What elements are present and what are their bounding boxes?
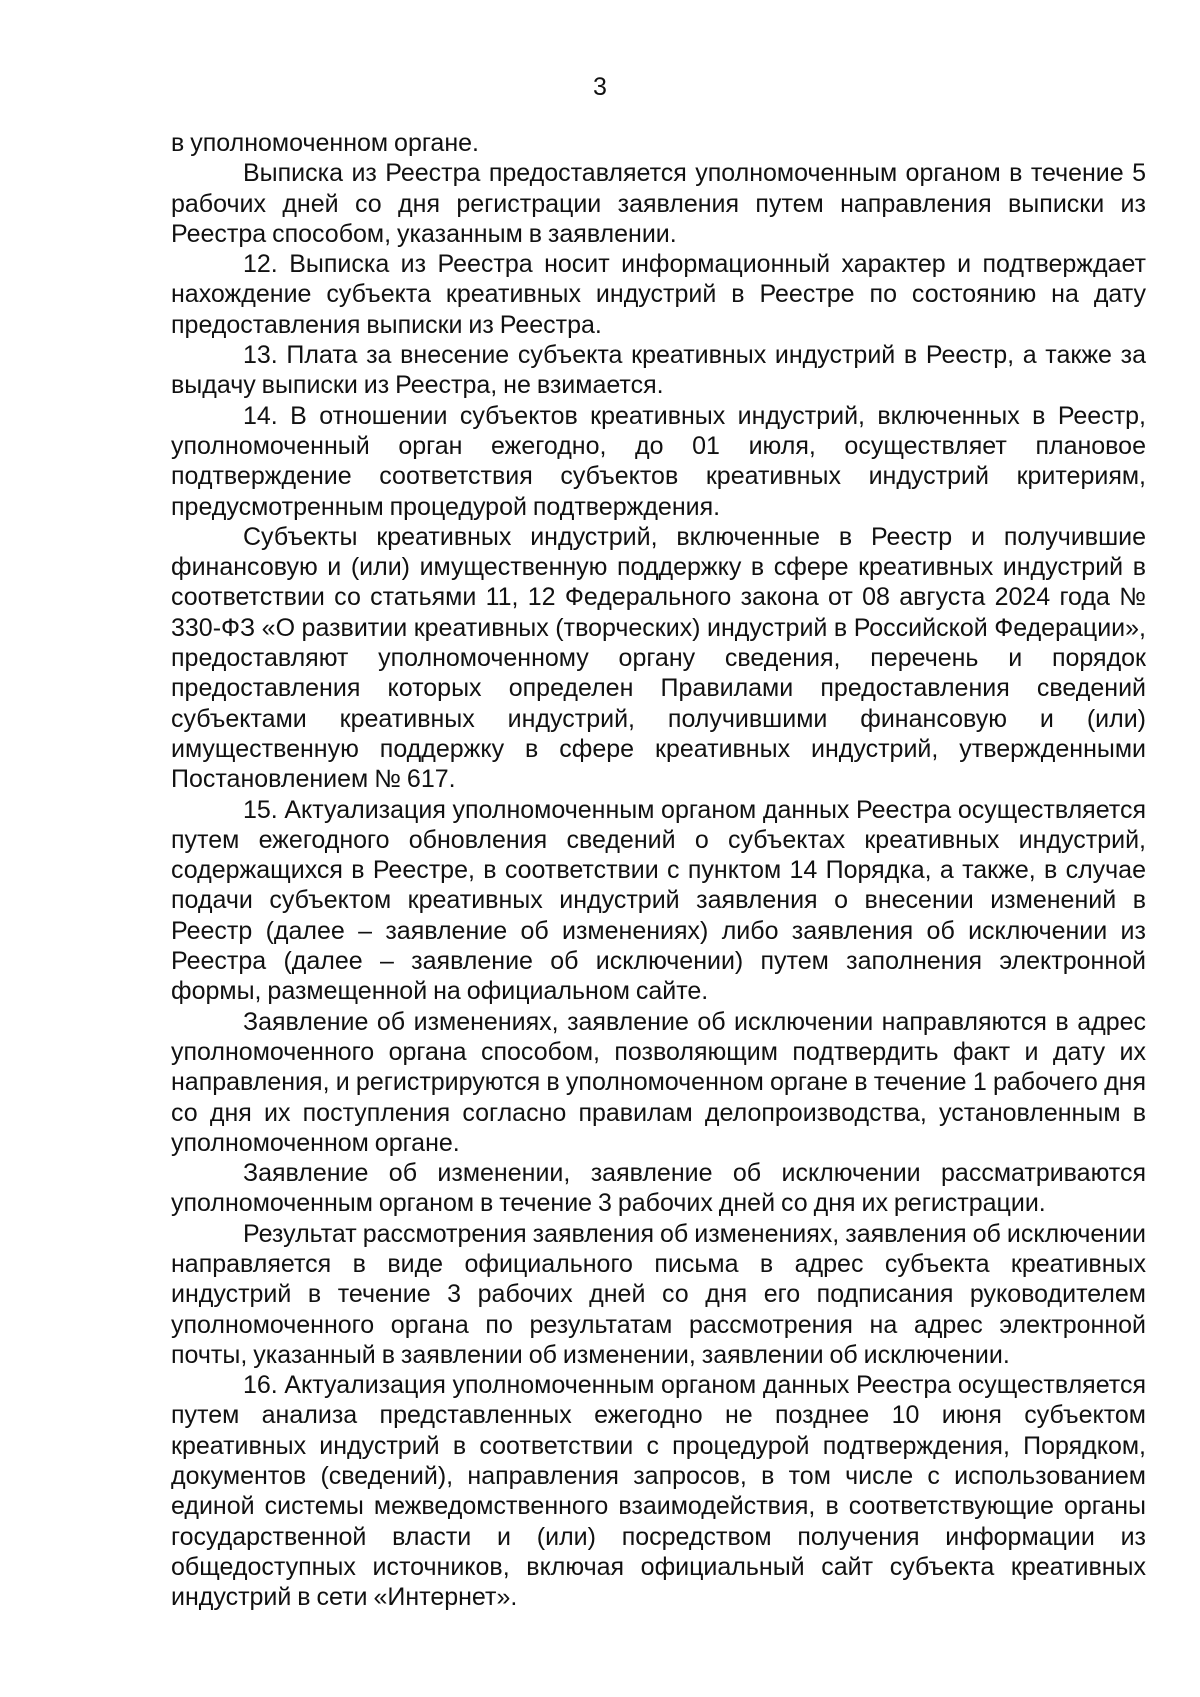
paragraph-support-recipients: Субъекты креативных индустрий, включенные в Реестр и получившие финансовую и (или) имущественную поддержку в сфере креативных индустрий в соответствии со статьями 11, 12 Федерального закона от 08 августа 2024 года № 330-ФЗ «О развитии креативных (творческих) индустрий в Российской Федерации», предоставляют уполномоченному органу сведения, перечень и порядок предоставления которых определен Правилами предоставления сведений субъектами креативных индустрий, получившими финансовую и (или) имущественную поддержку в сфере креативных индустрий, утвержденными Постановлением № 617. [171,522,1146,794]
paragraph-review-result: Результат рассмотрения заявления об изменениях, заявления об исключении направляется в виде официального письма в адрес субъекта креативных индустрий в течение 3 рабочих дней со дня его подписания руководителем уполномоченного органа по результатам рассмотрения на адрес электронной почты, указанный в заявлении об изменении, заявлении об исключении. [171,1219,1146,1369]
paragraph-application-review: Заявление об изменении, заявление об исключении рассматриваются уполномоченным органом в течение 3 рабочих дней со дня их регистрации. [171,1159,1146,1218]
paragraph-15: 15. Актуализация уполномоченным органом данных Реестра осуществляется путем ежегодного обновления сведений о субъектах креативных индустрий, содержащихся в Реестре, в соответствии с пунктом 14 Порядка, а также, в случае подачи субъектом креативных индустрий заявления о внесении изменений в Реестр (далее – заявление об изменениях) либо заявления об исключении из Реестра (далее – заявление об исключении) путем заполнения электронной формы, размещенной на официальном сайте. [171,795,1146,1006]
paragraph-14: 14. В отношении субъектов креативных индустрий, включенных в Реестр, уполномоченный орган ежегодно, до 01 июля, осуществляет плановое подтверждение соответствия субъектов креативных индустрий критериям, предусмотренным процедурой подтверждения. [171,401,1146,521]
paragraph-12: 12. Выписка из Реестра носит информационный характер и подтверждает нахождение субъекта креативных индустрий в Реестре по состоянию на дату предоставления выписки из Реестра. [171,250,1146,339]
document-body [171,128,1146,1613]
page-number: 3 [593,73,607,101]
paragraph-16: 16. Актуализация уполномоченным органом данных Реестра осуществляется путем анализа представленных ежегодно не позднее 10 июня субъектом креативных индустрий в соответствии с процедурой подтверждения, Порядком, документов (сведений), направления запросов, в том числе с использованием единой системы межведомственного взаимодействия, в соответствующие органы государственной власти и (или) посредством получения информации из общедоступных источников, включая официальный сайт субъекта креативных индустрий в сети «Интернет». [171,1371,1146,1612]
paragraph-13: 13. Плата за внесение субъекта креативных индустрий в Реестр, а также за выдачу выписки из Реестра, не взимается. [171,341,1146,400]
paragraph-continuation: в уполномоченном органе. [171,129,479,157]
paragraph-application-registration: Заявление об изменениях, заявление об исключении направляются в адрес уполномоченного органа способом, позволяющим подтвердить факт и дату их направления, и регистрируются в уполномоченном органе в течение 1 рабочего дня со дня их поступления согласно правилам делопроизводства, установленным в уполномоченном органе. [171,1007,1146,1157]
paragraph-extract-timing: Выписка из Реестра предоставляется уполномоченным органом в течение 5 рабочих дней со дня регистрации заявления путем направления выписки из Реестра способом, указанным в заявлении. [171,159,1146,248]
